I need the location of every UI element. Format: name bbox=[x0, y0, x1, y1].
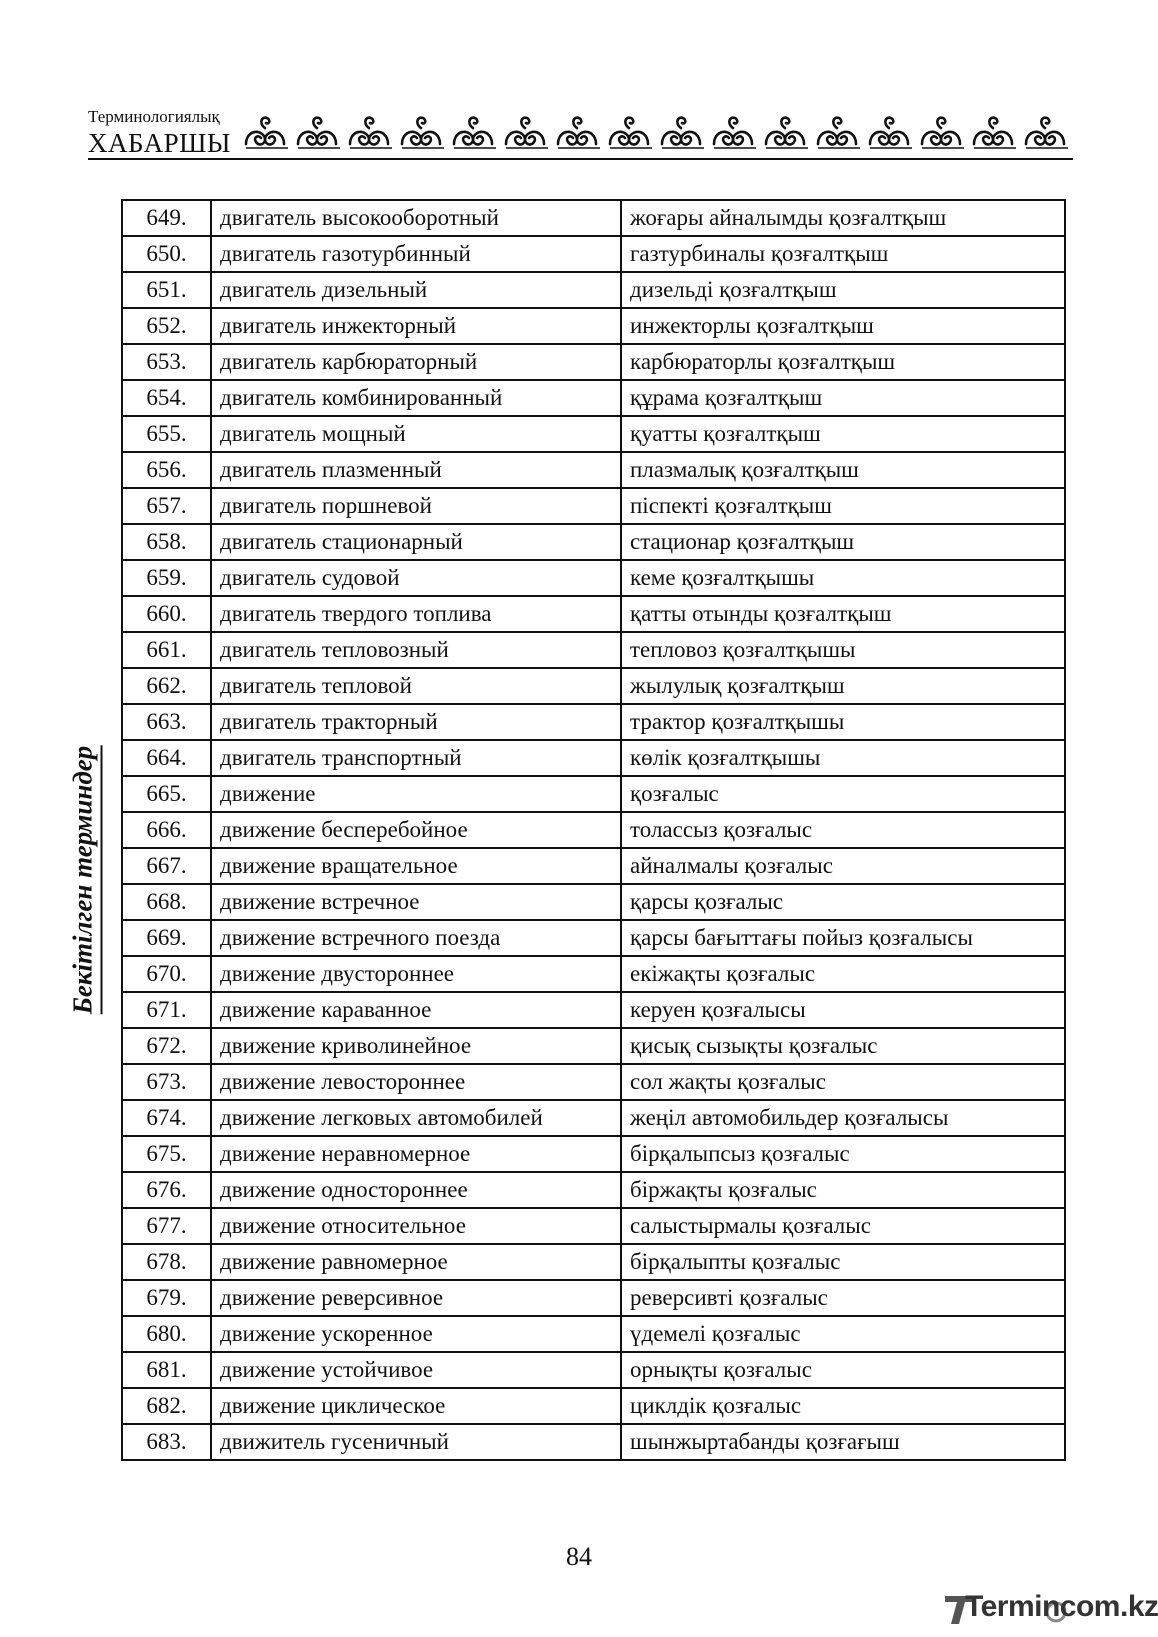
page-number: 84 bbox=[566, 1542, 592, 1571]
section-side-title-text: Бекітілген терминдер bbox=[68, 746, 103, 1015]
term-kazakh: газтурбиналы қозғалтқыш bbox=[621, 236, 1065, 272]
table-row bbox=[122, 1388, 1065, 1424]
table-row bbox=[122, 488, 1065, 524]
term-kazakh: карбюраторлы қозғалтқыш bbox=[621, 344, 1065, 380]
terms-table bbox=[121, 199, 1066, 1461]
term-number: 679. bbox=[122, 1280, 211, 1316]
term-number: 673. bbox=[122, 1064, 211, 1100]
table-row bbox=[122, 1100, 1065, 1136]
term-number: 672. bbox=[122, 1028, 211, 1064]
term-russian: движение одностороннее bbox=[211, 1172, 621, 1208]
term-number: 649. bbox=[122, 200, 211, 236]
term-number: 665. bbox=[122, 776, 211, 812]
term-number: 654. bbox=[122, 380, 211, 416]
term-russian: движение левостороннее bbox=[211, 1064, 621, 1100]
term-russian: двигатель тракторный bbox=[211, 704, 621, 740]
term-number: 651. bbox=[122, 272, 211, 308]
table-row bbox=[122, 1136, 1065, 1172]
term-number: 666. bbox=[122, 812, 211, 848]
header-rule bbox=[88, 158, 1073, 160]
table-row bbox=[122, 1172, 1065, 1208]
table-row bbox=[122, 1208, 1065, 1244]
journal-subtitle: Терминологиялық bbox=[88, 107, 220, 126]
term-number: 662. bbox=[122, 668, 211, 704]
term-kazakh: шынжыртабанды қозғағыш bbox=[621, 1424, 1065, 1460]
term-russian: движение вращательное bbox=[211, 848, 621, 884]
term-kazakh: дизельді қозғалтқыш bbox=[621, 272, 1065, 308]
term-kazakh: реверсивті қозғалыс bbox=[621, 1280, 1065, 1316]
term-kazakh: стационар қозғалтқыш bbox=[621, 524, 1065, 560]
term-kazakh: үдемелі қозғалыс bbox=[621, 1316, 1065, 1352]
term-number: 657. bbox=[122, 488, 211, 524]
term-kazakh: піспекті қозғалтқыш bbox=[621, 488, 1065, 524]
term-number: 676. bbox=[122, 1172, 211, 1208]
term-kazakh: толассыз қозғалыс bbox=[621, 812, 1065, 848]
term-number: 659. bbox=[122, 560, 211, 596]
term-russian: движение криволинейное bbox=[211, 1028, 621, 1064]
table-row bbox=[122, 1316, 1065, 1352]
table-row bbox=[122, 380, 1065, 416]
term-russian: движение относительное bbox=[211, 1208, 621, 1244]
term-russian: движение устойчивое bbox=[211, 1352, 621, 1388]
term-kazakh: жылулық қозғалтқыш bbox=[621, 668, 1065, 704]
term-number: 682. bbox=[122, 1388, 211, 1424]
watermark-text: Termincom.kz bbox=[965, 1590, 1158, 1623]
table-row bbox=[122, 740, 1065, 776]
term-russian: двигатель комбинированный bbox=[211, 380, 621, 416]
term-russian: двигатель мощный bbox=[211, 416, 621, 452]
term-kazakh: керуен қозғалысы bbox=[621, 992, 1065, 1028]
journal-title: ХАБАРШЫ bbox=[88, 128, 231, 158]
term-russian: двигатель высокооборотный bbox=[211, 200, 621, 236]
term-number: 669. bbox=[122, 920, 211, 956]
table-row bbox=[122, 344, 1065, 380]
term-russian: двигатель инжекторный bbox=[211, 308, 621, 344]
term-russian: двигатель поршневой bbox=[211, 488, 621, 524]
term-number: 660. bbox=[122, 596, 211, 632]
term-kazakh: қатты отынды қозғалтқыш bbox=[621, 596, 1065, 632]
table-row bbox=[122, 956, 1065, 992]
term-number: 656. bbox=[122, 452, 211, 488]
table-row bbox=[122, 704, 1065, 740]
term-kazakh: қарсы бағыттағы пойыз қозғалысы bbox=[621, 920, 1065, 956]
term-russian: двигатель транспортный bbox=[211, 740, 621, 776]
term-russian: двигатель тепловозный bbox=[211, 632, 621, 668]
table-row bbox=[122, 632, 1065, 668]
table-row bbox=[122, 1424, 1065, 1460]
term-kazakh: орнықты қозғалыс bbox=[621, 1352, 1065, 1388]
term-number: 668. bbox=[122, 884, 211, 920]
term-kazakh: бірқалыпсыз қозғалыс bbox=[621, 1136, 1065, 1172]
term-russian: движение двустороннее bbox=[211, 956, 621, 992]
term-number: 664. bbox=[122, 740, 211, 776]
term-number: 675. bbox=[122, 1136, 211, 1172]
page-header bbox=[88, 108, 1073, 160]
table-row bbox=[122, 236, 1065, 272]
table-row bbox=[122, 668, 1065, 704]
term-russian: движение встречного поезда bbox=[211, 920, 621, 956]
term-russian: движение бесперебойное bbox=[211, 812, 621, 848]
term-russian: движение легковых автомобилей bbox=[211, 1100, 621, 1136]
table-row bbox=[122, 1244, 1065, 1280]
term-number: 653. bbox=[122, 344, 211, 380]
termincom-logo-icon bbox=[943, 1588, 1158, 1626]
term-number: 680. bbox=[122, 1316, 211, 1352]
term-kazakh: қуатты қозғалтқыш bbox=[621, 416, 1065, 452]
term-number: 683. bbox=[122, 1424, 211, 1460]
table-row bbox=[122, 920, 1065, 956]
term-kazakh: қарсы қозғалыс bbox=[621, 884, 1065, 920]
term-number: 667. bbox=[122, 848, 211, 884]
term-russian: движение равномерное bbox=[211, 1244, 621, 1280]
table-row bbox=[122, 884, 1065, 920]
table-row bbox=[122, 560, 1065, 596]
term-kazakh: инжекторлы қозғалтқыш bbox=[621, 308, 1065, 344]
term-kazakh: жеңіл автомобильдер қозғалысы bbox=[621, 1100, 1065, 1136]
term-russian: двигатель газотурбинный bbox=[211, 236, 621, 272]
table-row bbox=[122, 524, 1065, 560]
term-kazakh: циклдік қозғалыс bbox=[621, 1388, 1065, 1424]
term-kazakh: кеме қозғалтқышы bbox=[621, 560, 1065, 596]
term-kazakh: бірқалыпты қозғалыс bbox=[621, 1244, 1065, 1280]
kazakh-ornament-border-icon bbox=[242, 108, 1073, 160]
table-row bbox=[122, 1352, 1065, 1388]
term-russian: движение реверсивное bbox=[211, 1280, 621, 1316]
term-russian: двигатель плазменный bbox=[211, 452, 621, 488]
term-number: 663. bbox=[122, 704, 211, 740]
term-kazakh: қисық сызықты қозғалыс bbox=[621, 1028, 1065, 1064]
term-kazakh: салыстырмалы қозғалыс bbox=[621, 1208, 1065, 1244]
term-russian: двигатель твердого топлива bbox=[211, 596, 621, 632]
table-row bbox=[122, 1064, 1065, 1100]
term-russian: движение ускоренное bbox=[211, 1316, 621, 1352]
term-russian: двигатель судовой bbox=[211, 560, 621, 596]
term-number: 661. bbox=[122, 632, 211, 668]
term-russian: движитель гусеничный bbox=[211, 1424, 621, 1460]
term-russian: движение караванное bbox=[211, 992, 621, 1028]
term-kazakh: плазмалық қозғалтқыш bbox=[621, 452, 1065, 488]
term-russian: движение циклическое bbox=[211, 1388, 621, 1424]
term-number: 670. bbox=[122, 956, 211, 992]
term-kazakh: тепловоз қозғалтқышы bbox=[621, 632, 1065, 668]
term-number: 658. bbox=[122, 524, 211, 560]
term-russian: двигатель карбюраторный bbox=[211, 344, 621, 380]
table-row bbox=[122, 992, 1065, 1028]
term-russian: движение bbox=[211, 776, 621, 812]
term-kazakh: жоғары айналымды қозғалтқыш bbox=[621, 200, 1065, 236]
term-russian: двигатель тепловой bbox=[211, 668, 621, 704]
term-kazakh: екіжақты қозғалыс bbox=[621, 956, 1065, 992]
term-kazakh: көлік қозғалтқышы bbox=[621, 740, 1065, 776]
table-row bbox=[122, 776, 1065, 812]
term-number: 677. bbox=[122, 1208, 211, 1244]
table-row bbox=[122, 308, 1065, 344]
term-number: 650. bbox=[122, 236, 211, 272]
table-row bbox=[122, 848, 1065, 884]
term-number: 674. bbox=[122, 1100, 211, 1136]
section-side-title bbox=[66, 710, 104, 1050]
table-row bbox=[122, 1280, 1065, 1316]
term-russian: движение неравномерное bbox=[211, 1136, 621, 1172]
term-number: 655. bbox=[122, 416, 211, 452]
term-number: 678. bbox=[122, 1244, 211, 1280]
term-russian: двигатель стационарный bbox=[211, 524, 621, 560]
term-kazakh: айналмалы қозғалыс bbox=[621, 848, 1065, 884]
term-kazakh: сол жақты қозғалыс bbox=[621, 1064, 1065, 1100]
table-row bbox=[122, 272, 1065, 308]
term-kazakh: қозғалыс bbox=[621, 776, 1065, 812]
term-number: 652. bbox=[122, 308, 211, 344]
table-row bbox=[122, 200, 1065, 236]
term-kazakh: трактор қозғалтқышы bbox=[621, 704, 1065, 740]
table-row bbox=[122, 1028, 1065, 1064]
table-row bbox=[122, 452, 1065, 488]
table-row bbox=[122, 416, 1065, 452]
term-number: 671. bbox=[122, 992, 211, 1028]
table-row bbox=[122, 812, 1065, 848]
term-kazakh: біржақты қозғалыс bbox=[621, 1172, 1065, 1208]
term-number: 681. bbox=[122, 1352, 211, 1388]
term-russian: движение встречное bbox=[211, 884, 621, 920]
term-russian: двигатель дизельный bbox=[211, 272, 621, 308]
terms-table-body bbox=[122, 200, 1065, 1460]
table-row bbox=[122, 596, 1065, 632]
term-kazakh: құрама қозғалтқыш bbox=[621, 380, 1065, 416]
